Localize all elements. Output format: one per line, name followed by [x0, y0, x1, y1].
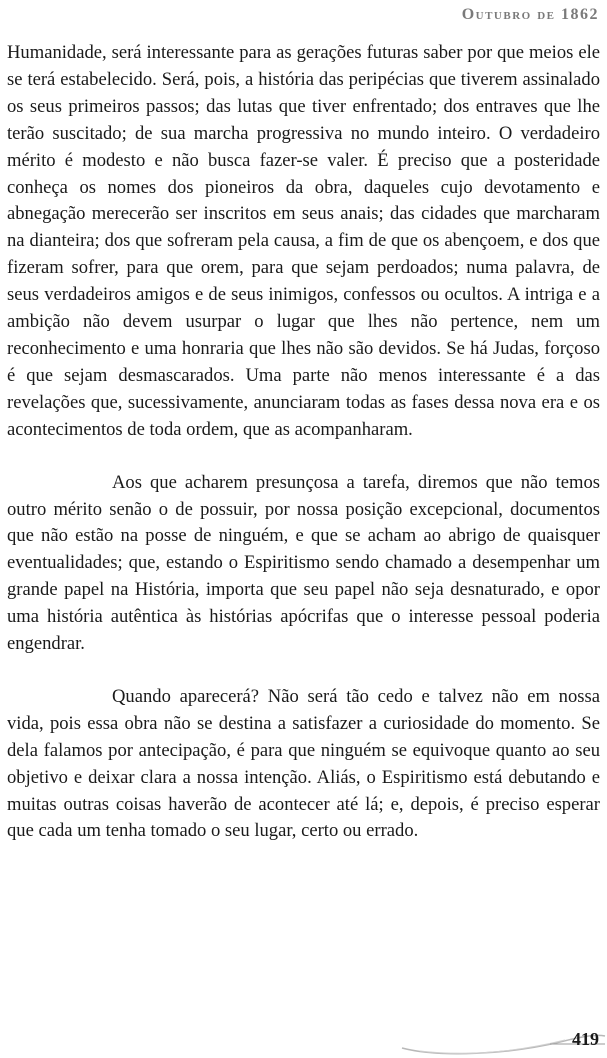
page-footer — [400, 1018, 607, 1058]
paragraph-when: Quando aparecerá? Não será tão cedo e talvez não em nossa vida, pois essa obra não se destina a satisfazer a curiosidade do momento. Se dela falamos por antecipação, é para que ninguém se equivoque quanto ao seu objetivo e deixar clara a nossa intenção. Aliás, o Espiritismo está debutando e muitas outras coisas haverão de acontecer até lá; e, depois, é preciso esperar que cada um tenha tomado o seu lugar, certo ou errado. — [7, 685, 600, 842]
paragraph-continuation: Humanidade, será interessante para as gerações futuras saber por que meios ele se terá estabelecido. Será, pois, a história das peripécias que tiverem assinalado os seus primeiros passos; das lutas que tiver enfrentado; dos entraves que lhe terão suscitado; de sua marcha progressiva no mundo inteiro. O verdadeiro mérito é modesto e não busca fazer-se valer. É preciso que a posteridade conheça os nomes dos pioneiros da obra, daqueles cujo devotamento e abnegação merecerão ser inscritos em seus anais; das cidades que marcharam na dianteira; dos que sofreram pela causa, a fim de que os abençoem, e dos que fizeram sofrer, para que orem, para que sejam perdoados; numa palavra, de seus verdadeiros amigos e de seus inimigos, confessos ou ocultos. A intriga e a ambição não devem usurpar o lugar que lhes não pertence, nem um reconhecimento e uma honraria que lhes não são devidos. Se há Judas, forçoso é que sejam desmascarados. Uma parte não menos interessante é a das revelações que, sucessivamente, anunciaram todas as fases dessa nova era e os acontecimentos de toda ordem, que as acompanharam. — [7, 42, 600, 440]
running-header: Outubro de 1862 — [461, 6, 599, 23]
page-number: 419 — [572, 1029, 599, 1049]
page-body — [7, 40, 600, 871]
paragraph-presumption: Aos que acharem presunçosa a tarefa, diremos que não temos outro mérito senão o de possuir, por nossa posição excepcional, documentos que não estão na posse de ninguém, e que se acham ao abrigo de quaisquer eventualidades; que, estando o Espiritismo sendo chamado a desempenhar um grande papel na História, importa que seu papel não seja desnaturado, e opor uma história autêntica às histórias apócrifas que o interesse pessoal poderia engendrar. — [7, 471, 600, 655]
